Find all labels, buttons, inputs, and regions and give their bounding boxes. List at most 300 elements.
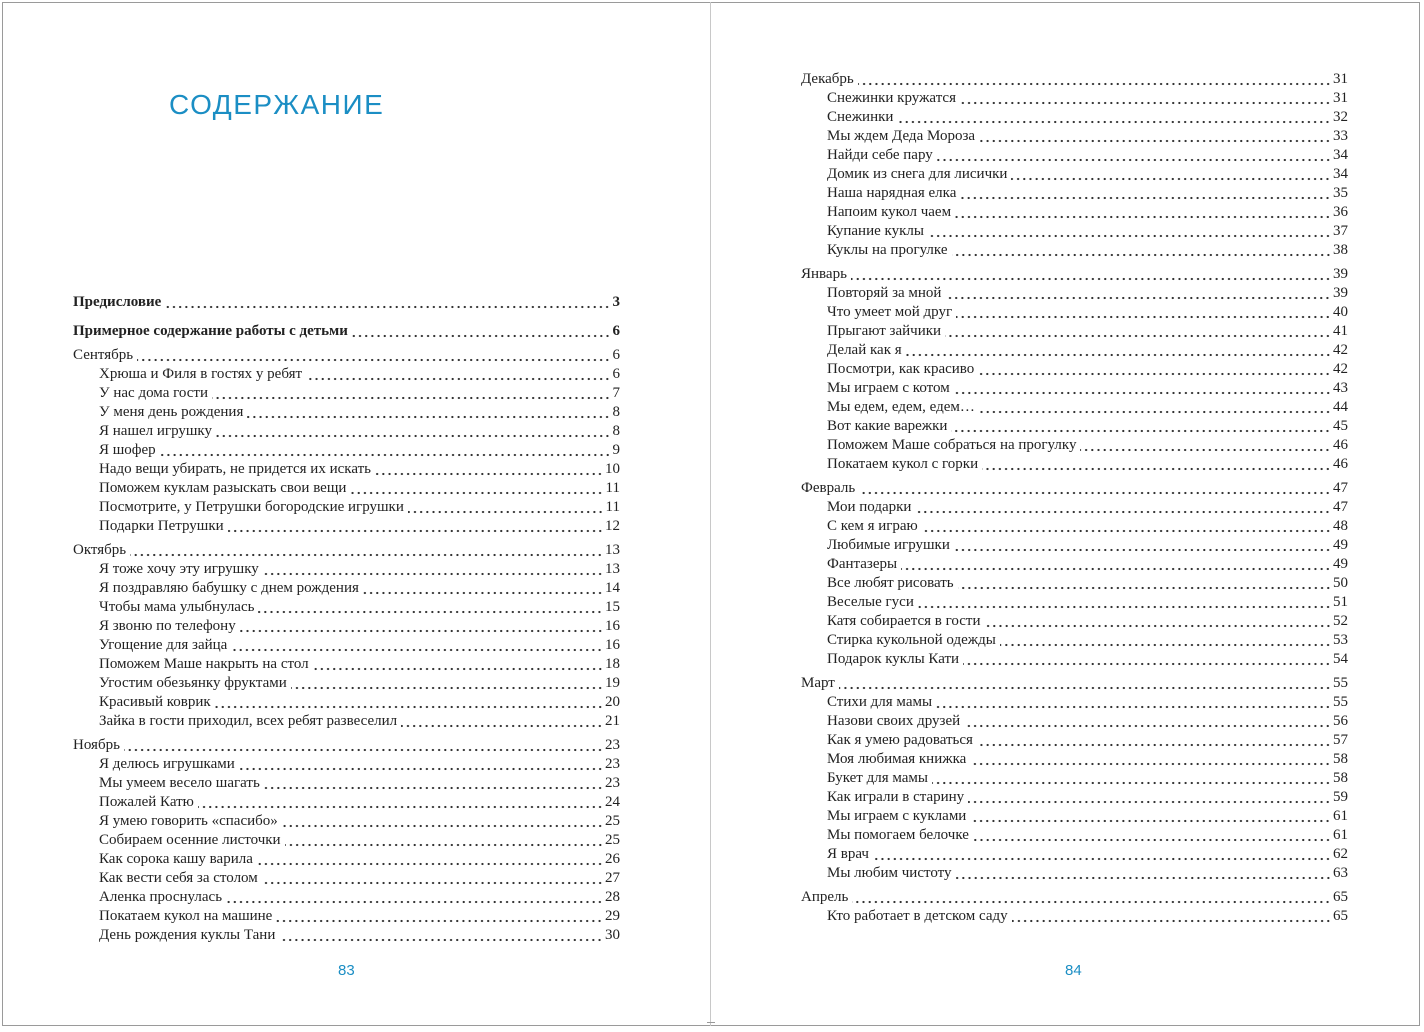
toc-section-entry bbox=[73, 293, 620, 312]
toc-entry-page: 57 bbox=[1333, 732, 1348, 748]
toc-entry bbox=[73, 517, 620, 536]
dot-leader bbox=[873, 845, 1331, 864]
toc-entry-page: 58 bbox=[1333, 770, 1348, 786]
toc-entry-page: 42 bbox=[1333, 342, 1348, 358]
dot-leader bbox=[985, 612, 1332, 631]
toc-section-entry bbox=[73, 541, 620, 560]
dot-leader bbox=[226, 888, 603, 907]
toc-entry bbox=[73, 831, 620, 850]
toc-entry-page: 49 bbox=[1333, 537, 1348, 553]
dot-leader bbox=[968, 788, 1331, 807]
toc-entry-page: 8 bbox=[612, 404, 620, 420]
dot-leader bbox=[960, 89, 1331, 108]
toc-entry-title: Хрюша и Филя в гостях у ребят bbox=[99, 366, 303, 382]
toc-entry-page: 47 bbox=[1333, 480, 1348, 496]
dot-leader bbox=[263, 560, 603, 579]
toc-entry bbox=[801, 146, 1348, 165]
toc-entry-page: 13 bbox=[605, 561, 620, 577]
toc-entry bbox=[801, 826, 1348, 845]
toc-entry-page: 59 bbox=[1333, 789, 1348, 805]
toc-entry-page: 11 bbox=[605, 480, 620, 496]
dot-leader bbox=[956, 303, 1331, 322]
toc-entry bbox=[73, 755, 620, 774]
toc-entry-title: Купание куклы bbox=[827, 223, 924, 239]
dot-leader bbox=[956, 864, 1331, 883]
toc-entry bbox=[801, 555, 1348, 574]
dot-leader bbox=[258, 598, 603, 617]
toc-entry-title: Я делюсь игрушками bbox=[99, 756, 235, 772]
toc-entry-page: 43 bbox=[1333, 380, 1348, 396]
toc-entry-title: Подарок куклы Кати bbox=[827, 651, 960, 667]
toc-entry bbox=[801, 322, 1348, 341]
toc-entry-title: Ноябрь bbox=[73, 737, 120, 753]
dot-leader bbox=[375, 460, 603, 479]
dot-leader bbox=[239, 755, 603, 774]
toc-entry bbox=[73, 674, 620, 693]
toc-entry bbox=[801, 864, 1348, 883]
dot-leader bbox=[922, 517, 1331, 536]
dot-leader bbox=[937, 146, 1331, 165]
toc-entry-page: 25 bbox=[605, 813, 620, 829]
toc-entry bbox=[801, 222, 1348, 241]
toc-entry-title: Делай как я bbox=[827, 342, 902, 358]
toc-entry bbox=[801, 612, 1348, 631]
toc-entry-page: 61 bbox=[1333, 808, 1348, 824]
dot-leader bbox=[936, 693, 1331, 712]
toc-entry-title: Февраль bbox=[801, 480, 856, 496]
dot-leader bbox=[212, 384, 611, 403]
toc-entry-title: Моя любимая книжка bbox=[827, 751, 967, 767]
toc-entry bbox=[801, 417, 1348, 436]
dot-leader bbox=[408, 498, 604, 517]
toc-entry-page: 34 bbox=[1333, 166, 1348, 182]
toc-entry bbox=[73, 850, 620, 869]
dot-leader bbox=[973, 826, 1331, 845]
toc-entry-title: Март bbox=[801, 675, 835, 691]
toc-entry-page: 38 bbox=[1333, 242, 1348, 258]
toc-entry bbox=[801, 203, 1348, 222]
toc-entry bbox=[801, 593, 1348, 612]
toc-entry-page: 19 bbox=[605, 675, 620, 691]
toc-entry bbox=[73, 793, 620, 812]
toc-entry bbox=[73, 441, 620, 460]
toc-entry-title: Снежинки кружатся bbox=[827, 90, 956, 106]
toc-section-entry bbox=[73, 322, 620, 341]
toc-entry-title: Фантазеры bbox=[827, 556, 898, 572]
dot-leader bbox=[215, 693, 603, 712]
dot-leader bbox=[257, 850, 603, 869]
toc-entry-page: 15 bbox=[605, 599, 620, 615]
toc-entry-page: 30 bbox=[605, 927, 620, 943]
dot-leader bbox=[945, 284, 1331, 303]
toc-entry-title: Мы умеем весело шагать bbox=[99, 775, 260, 791]
toc-entry-page: 6 bbox=[612, 323, 620, 339]
toc-section-entry bbox=[801, 479, 1348, 498]
dot-leader bbox=[839, 674, 1331, 693]
toc-entry-page: 62 bbox=[1333, 846, 1348, 862]
dot-leader bbox=[906, 341, 1331, 360]
toc-entry-title: Покатаем кукол с горки bbox=[827, 456, 979, 472]
toc-entry-title: День рождения куклы Тани bbox=[99, 927, 276, 943]
dot-leader bbox=[363, 579, 603, 598]
dot-leader bbox=[1080, 436, 1331, 455]
toc-entry bbox=[801, 693, 1348, 712]
dot-leader bbox=[1012, 907, 1331, 926]
toc-entry bbox=[73, 907, 620, 926]
toc-entry-page: 34 bbox=[1333, 147, 1348, 163]
toc-section-entry bbox=[73, 736, 620, 755]
toc-entry-title: Наша нарядная елка bbox=[827, 185, 957, 201]
toc-entry-title: Мы помогаем белочке bbox=[827, 827, 969, 843]
toc-entry-title: Январь bbox=[801, 266, 847, 282]
toc-entry-page: 42 bbox=[1333, 361, 1348, 377]
toc-entry-title: Напоим кукол чаем bbox=[827, 204, 952, 220]
toc-entry bbox=[801, 769, 1348, 788]
toc-entry-page: 14 bbox=[605, 580, 620, 596]
toc-entry-title: Предисловие bbox=[73, 294, 162, 310]
toc-entry-page: 23 bbox=[605, 756, 620, 772]
dot-leader bbox=[945, 322, 1331, 341]
toc-entry-page: 31 bbox=[1333, 71, 1348, 87]
toc-entry-page: 6 bbox=[612, 366, 620, 382]
toc-entry bbox=[801, 788, 1348, 807]
toc-entry-title: Пожалей Катю bbox=[99, 794, 194, 810]
dot-leader bbox=[964, 712, 1331, 731]
toc-right-page bbox=[801, 70, 1348, 926]
toc-entry-page: 47 bbox=[1333, 499, 1348, 515]
toc-entry-page: 46 bbox=[1333, 437, 1348, 453]
toc-entry bbox=[73, 598, 620, 617]
toc-entry-page: 51 bbox=[1333, 594, 1348, 610]
toc-entry-page: 44 bbox=[1333, 399, 1348, 415]
toc-entry-title: Посмотрите, у Петрушки богородские игрушки bbox=[99, 499, 404, 515]
dot-leader bbox=[963, 650, 1331, 669]
dot-leader bbox=[401, 712, 603, 731]
toc-entry bbox=[801, 360, 1348, 379]
dot-leader bbox=[859, 479, 1331, 498]
toc-entry-title: Назови своих друзей bbox=[827, 713, 961, 729]
toc-entry-page: 16 bbox=[605, 618, 620, 634]
dot-leader bbox=[915, 498, 1331, 517]
toc-entry-title: Как я умею радоваться bbox=[827, 732, 973, 748]
dot-leader bbox=[958, 574, 1331, 593]
dot-leader bbox=[228, 517, 603, 536]
toc-entry-title: Мы ждем Деда Мороза bbox=[827, 128, 976, 144]
dot-leader bbox=[970, 807, 1331, 826]
dot-leader bbox=[165, 293, 610, 312]
toc-entry-title: Я шофер bbox=[99, 442, 156, 458]
dot-leader bbox=[928, 222, 1331, 241]
toc-entry-title: Поможем Маше накрыть на стол bbox=[99, 656, 309, 672]
toc-entry bbox=[801, 631, 1348, 650]
toc-entry bbox=[73, 617, 620, 636]
toc-entry-page: 50 bbox=[1333, 575, 1348, 591]
toc-entry-page: 24 bbox=[605, 794, 620, 810]
dot-leader bbox=[851, 265, 1331, 284]
dot-leader bbox=[264, 774, 603, 793]
toc-entry-page: 52 bbox=[1333, 613, 1348, 629]
toc-entry-title: Сентябрь bbox=[73, 347, 134, 363]
toc-entry-title: Букет для мамы bbox=[827, 770, 929, 786]
dot-leader bbox=[291, 674, 603, 693]
toc-entry bbox=[801, 379, 1348, 398]
toc-entry bbox=[801, 517, 1348, 536]
toc-entry-title: Я врач bbox=[827, 846, 869, 862]
toc-entry-title: Примерное содержание работы с детьми bbox=[73, 323, 348, 339]
toc-entry bbox=[801, 165, 1348, 184]
toc-entry-title: Я поздравляю бабушку с днем рождения bbox=[99, 580, 359, 596]
toc-entry-page: 26 bbox=[605, 851, 620, 867]
toc-entry bbox=[801, 498, 1348, 517]
dot-leader bbox=[124, 736, 603, 755]
toc-entry bbox=[73, 812, 620, 831]
dot-leader bbox=[160, 441, 611, 460]
toc-entry-page: 12 bbox=[605, 518, 620, 534]
toc-entry-title: Мы играем с куклами bbox=[827, 808, 967, 824]
toc-entry-page: 8 bbox=[612, 423, 620, 439]
dot-leader bbox=[262, 869, 603, 888]
toc-entry bbox=[801, 89, 1348, 108]
toc-entry-title: Я умею говорить «спасибо» bbox=[99, 813, 278, 829]
toc-entry-title: Собираем осенние листочки bbox=[99, 832, 281, 848]
toc-entry-page: 65 bbox=[1333, 889, 1348, 905]
dot-leader bbox=[977, 731, 1331, 750]
toc-entry bbox=[801, 650, 1348, 669]
toc-entry-title: Надо вещи убирать, не придется их искать bbox=[99, 461, 371, 477]
toc-entry bbox=[73, 560, 620, 579]
toc-entry-page: 25 bbox=[605, 832, 620, 848]
dot-leader bbox=[285, 831, 603, 850]
toc-entry-title: Покатаем кукол на машине bbox=[99, 908, 273, 924]
toc-entry-title: Прыгают зайчики bbox=[827, 323, 942, 339]
toc-entry-page: 23 bbox=[605, 775, 620, 791]
toc-entry-title: Поможем куклам разыскать свои вещи bbox=[99, 480, 347, 496]
toc-entry-page: 20 bbox=[605, 694, 620, 710]
toc-entry-page: 9 bbox=[612, 442, 620, 458]
dot-leader bbox=[954, 379, 1331, 398]
toc-entry-page: 18 bbox=[605, 656, 620, 672]
toc-entry-page: 29 bbox=[605, 908, 620, 924]
toc-entry-page: 39 bbox=[1333, 285, 1348, 301]
toc-entry bbox=[801, 574, 1348, 593]
toc-entry-page: 56 bbox=[1333, 713, 1348, 729]
toc-entry-title: Все любят рисовать bbox=[827, 575, 954, 591]
dot-leader bbox=[901, 555, 1331, 574]
dot-leader bbox=[216, 422, 611, 441]
toc-entry-title: Снежинки bbox=[827, 109, 894, 125]
toc-entry-title: Декабрь bbox=[801, 71, 854, 87]
toc-entry-title: Что умеет мой друг bbox=[827, 304, 953, 320]
toc-entry bbox=[801, 284, 1348, 303]
toc-entry-page: 53 bbox=[1333, 632, 1348, 648]
dot-leader bbox=[952, 241, 1332, 260]
dot-leader bbox=[282, 812, 603, 831]
toc-entry-page: 54 bbox=[1333, 651, 1348, 667]
toc-entry-title: Подарки Петрушки bbox=[99, 518, 224, 534]
dot-leader bbox=[982, 455, 1331, 474]
toc-entry-title: Куклы на прогулке bbox=[827, 242, 948, 258]
dot-leader bbox=[978, 360, 1331, 379]
toc-entry bbox=[73, 888, 620, 907]
toc-entry-page: 28 bbox=[605, 889, 620, 905]
toc-entry-page: 27 bbox=[605, 870, 620, 886]
toc-section-entry bbox=[801, 265, 1348, 284]
toc-section-entry bbox=[801, 70, 1348, 89]
toc-entry-title: Стирка кукольной одежды bbox=[827, 632, 996, 648]
dot-leader bbox=[970, 750, 1331, 769]
toc-entry-page: 46 bbox=[1333, 456, 1348, 472]
toc-title: СОДЕРЖАНИЕ bbox=[169, 88, 385, 120]
toc-entry-page: 32 bbox=[1333, 109, 1348, 125]
toc-entry-title: Поможем Маше собраться на прогулку bbox=[827, 437, 1077, 453]
toc-entry-title: Стихи для мамы bbox=[827, 694, 933, 710]
toc-entry-title: Мы играем с котом bbox=[827, 380, 950, 396]
dot-leader bbox=[130, 541, 603, 560]
toc-entry-title: Мои подарки bbox=[827, 499, 912, 515]
dot-leader bbox=[240, 617, 603, 636]
toc-entry bbox=[801, 127, 1348, 146]
toc-entry-title: Мы любим чистоту bbox=[827, 865, 952, 881]
toc-entry-page: 35 bbox=[1333, 185, 1348, 201]
toc-entry-title: Как играли в старину bbox=[827, 789, 965, 805]
toc-entry-page: 33 bbox=[1333, 128, 1348, 144]
toc-entry bbox=[73, 365, 620, 384]
toc-entry bbox=[73, 693, 620, 712]
toc-left-page bbox=[73, 293, 620, 945]
dot-leader bbox=[306, 365, 610, 384]
page-number-right: 84 bbox=[1065, 962, 1082, 979]
dot-leader bbox=[1000, 631, 1331, 650]
toc-entry-title: Посмотри, как красиво bbox=[827, 361, 975, 377]
toc-entry bbox=[801, 184, 1348, 203]
toc-entry-page: 39 bbox=[1333, 266, 1348, 282]
toc-entry bbox=[801, 807, 1348, 826]
toc-entry-title: У нас дома гости bbox=[99, 385, 208, 401]
dot-leader bbox=[1011, 165, 1331, 184]
toc-entry bbox=[73, 422, 620, 441]
toc-entry bbox=[73, 403, 620, 422]
toc-entry-title: Угостим обезьянку фруктами bbox=[99, 675, 287, 691]
toc-entry-title: Катя собирается в гости bbox=[827, 613, 981, 629]
toc-entry-title: Домик из снега для лисички bbox=[827, 166, 1008, 182]
toc-entry bbox=[801, 845, 1348, 864]
toc-entry-page: 16 bbox=[605, 637, 620, 653]
toc-entry bbox=[801, 907, 1348, 926]
toc-entry-title: Чтобы мама улыбнулась bbox=[99, 599, 255, 615]
dot-leader bbox=[852, 888, 1331, 907]
dot-leader bbox=[247, 403, 610, 422]
toc-entry-page: 63 bbox=[1333, 865, 1348, 881]
dot-leader bbox=[313, 655, 603, 674]
toc-entry bbox=[73, 384, 620, 403]
toc-entry-page: 23 bbox=[605, 737, 620, 753]
dot-leader bbox=[960, 184, 1331, 203]
toc-entry-page: 36 bbox=[1333, 204, 1348, 220]
dot-leader bbox=[858, 70, 1331, 89]
dot-leader bbox=[979, 127, 1331, 146]
toc-entry bbox=[73, 655, 620, 674]
toc-entry bbox=[73, 460, 620, 479]
toc-entry-page: 13 bbox=[605, 542, 620, 558]
toc-entry bbox=[801, 731, 1348, 750]
dot-leader bbox=[279, 926, 603, 945]
dot-leader bbox=[137, 346, 610, 365]
dot-leader bbox=[918, 593, 1331, 612]
toc-section-entry bbox=[801, 674, 1348, 693]
book-fold-notch bbox=[707, 1022, 715, 1029]
toc-entry bbox=[801, 536, 1348, 555]
toc-entry-page: 10 bbox=[605, 461, 620, 477]
toc-entry-title: Я нашел игрушку bbox=[99, 423, 212, 439]
toc-entry-page: 3 bbox=[612, 294, 620, 310]
toc-entry bbox=[801, 108, 1348, 127]
toc-entry bbox=[801, 455, 1348, 474]
page-number-left: 83 bbox=[338, 962, 355, 979]
dot-leader bbox=[231, 636, 603, 655]
toc-entry bbox=[73, 926, 620, 945]
toc-entry-page: 41 bbox=[1333, 323, 1348, 339]
toc-entry bbox=[73, 479, 620, 498]
toc-entry-page: 55 bbox=[1333, 675, 1348, 691]
toc-entry-title: Аленка проснулась bbox=[99, 889, 223, 905]
toc-entry-title: Угощение для зайца bbox=[99, 637, 228, 653]
toc-entry-page: 55 bbox=[1333, 694, 1348, 710]
toc-entry bbox=[73, 774, 620, 793]
toc-entry-page: 49 bbox=[1333, 556, 1348, 572]
dot-leader bbox=[350, 479, 603, 498]
toc-entry-page: 31 bbox=[1333, 90, 1348, 106]
toc-entry-title: У меня день рождения bbox=[99, 404, 244, 420]
toc-entry-page: 11 bbox=[605, 499, 620, 515]
dot-leader bbox=[955, 203, 1331, 222]
toc-entry bbox=[801, 398, 1348, 417]
toc-entry bbox=[801, 241, 1348, 260]
toc-entry-page: 48 bbox=[1333, 518, 1348, 534]
toc-entry bbox=[73, 498, 620, 517]
dot-leader bbox=[954, 536, 1331, 555]
toc-entry bbox=[73, 579, 620, 598]
toc-entry-page: 6 bbox=[612, 347, 620, 363]
toc-entry bbox=[73, 636, 620, 655]
dot-leader bbox=[951, 417, 1331, 436]
toc-section-entry bbox=[73, 346, 620, 365]
toc-entry bbox=[73, 712, 620, 731]
toc-entry bbox=[73, 869, 620, 888]
toc-entry-title: Как сорока кашу варила bbox=[99, 851, 253, 867]
dot-leader bbox=[897, 108, 1331, 127]
toc-entry-page: 58 bbox=[1333, 751, 1348, 767]
toc-entry-title: Любимые игрушки bbox=[827, 537, 950, 553]
toc-entry-title: Найди себе пару bbox=[827, 147, 933, 163]
toc-entry bbox=[801, 303, 1348, 322]
toc-entry-title: Кто работает в детском саду bbox=[827, 908, 1008, 924]
dot-leader bbox=[198, 793, 603, 812]
toc-entry-page: 61 bbox=[1333, 827, 1348, 843]
toc-entry-title: Красивый коврик bbox=[99, 694, 211, 710]
book-fold bbox=[710, 2, 711, 1026]
toc-entry-title: Вот какие варежки bbox=[827, 418, 948, 434]
toc-entry-title: Повторяй за мной bbox=[827, 285, 942, 301]
dot-leader bbox=[979, 398, 1331, 417]
toc-entry-title: Я тоже хочу эту игрушку bbox=[99, 561, 259, 577]
toc-entry-title: Апрель bbox=[801, 889, 849, 905]
toc-entry-page: 65 bbox=[1333, 908, 1348, 924]
toc-entry bbox=[801, 436, 1348, 455]
toc-entry-page: 45 bbox=[1333, 418, 1348, 434]
toc-section-entry bbox=[801, 888, 1348, 907]
toc-entry-page: 37 bbox=[1333, 223, 1348, 239]
toc-entry bbox=[801, 712, 1348, 731]
